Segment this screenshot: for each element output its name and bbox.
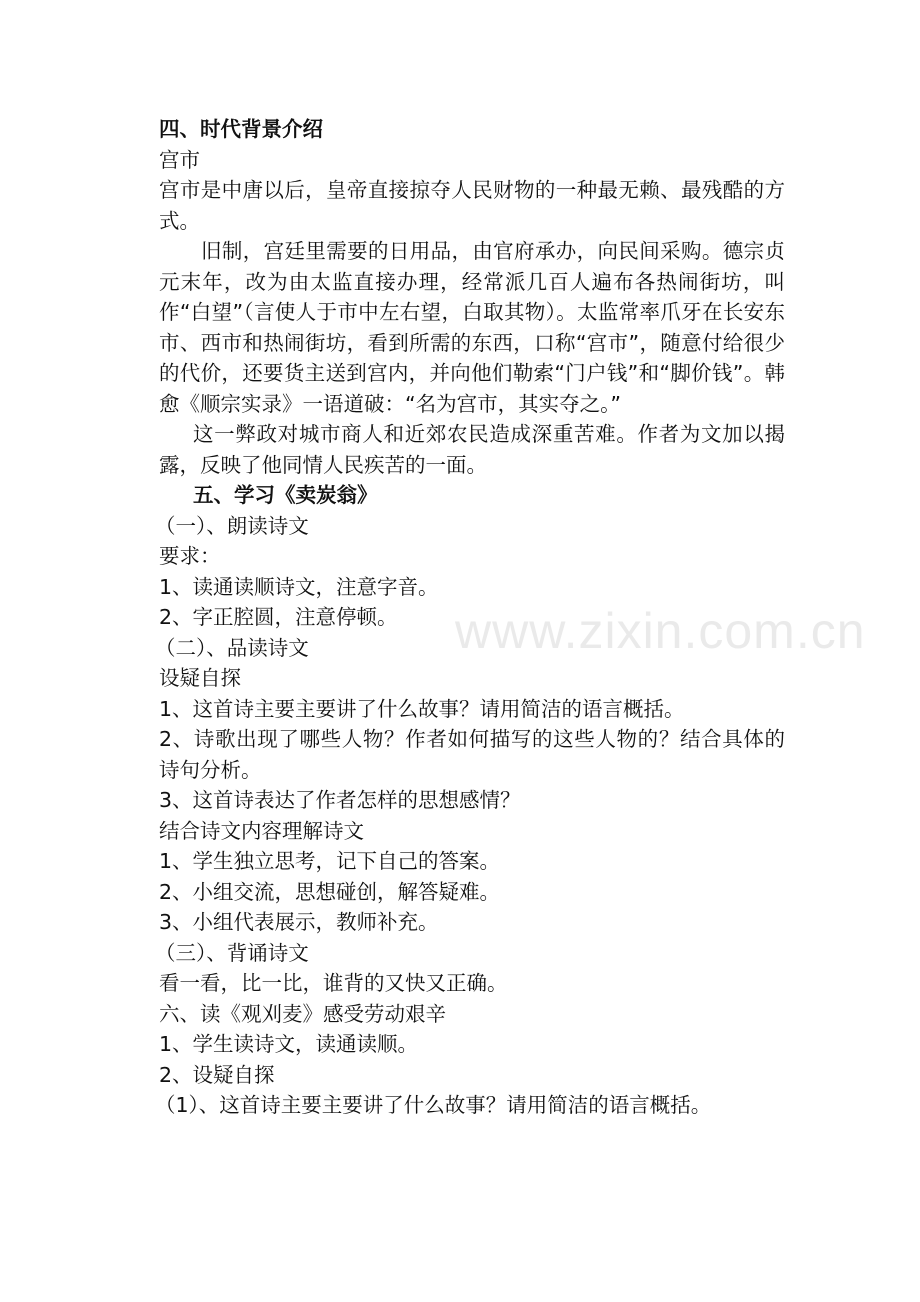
self-inquiry-label: 设疑自探 [159, 666, 241, 690]
recite-instruction: 看一看，比一比，谁背的又快又正确。 [159, 971, 508, 995]
question-item: 1、这首诗主要主要讲了什么故事？请用简洁的语言概括。 [159, 696, 685, 721]
list-item: 2、小组交流，思想碰创，解答疑难。 [159, 879, 501, 904]
watermark: www.zixin.com.cn [455, 603, 866, 659]
list-item: 3、小组代表展示，教师补充。 [159, 910, 439, 934]
list-item: 1、读通读顺诗文，注意字音。 [159, 574, 439, 599]
subsection-read-aloud-title: （一）、朗读诗文 [155, 513, 309, 538]
subsection-recite-title: （三）、背诵诗文 [155, 940, 309, 965]
subsection-appreciate-title: （二）、品读诗文 [155, 635, 309, 660]
question-item: （1）、这首诗主要主要讲了什么故事？请用简洁的语言概括。 [155, 1093, 712, 1117]
section-4-heading: 四、时代背景介绍 [159, 117, 323, 141]
paragraph-consequence: 这一弊政对城市商人和近郊农民造成深重苦难。作者为文加以揭露，反映了他同情人民疾苦的一面。 [159, 422, 785, 477]
list-item: 1、学生读诗文，读通读顺。 [159, 1032, 419, 1056]
section-4-subheading: 宫市 [159, 147, 200, 172]
question-item: 2、诗歌出现了哪些人物？作者如何描写的这些人物的？结合具体的诗句分析。 [159, 727, 785, 782]
understanding-label: 结合诗文内容理解诗文 [159, 818, 364, 843]
section-5-heading: 五、学习《卖炭翁》 [193, 483, 378, 507]
paragraph-gongshi-definition: 宫市是中唐以后，皇帝直接掠夺人民财物的一种最无赖、最残酷的方式。 [159, 178, 785, 233]
paragraph-old-system: 旧制，宫廷里需要的日用品，由官府承办，向民间采购。德宗贞元末年，改为由太监直接办理，经常派几百人遍布各热闹街坊，叫作“白望”（言使人于市中左右望，白取其物）。太监常率爪牙在长安东市、西市和热闹街坊，看到所需的东西，口称“宫市”，随意付给很少的代价，还要货主送到宫内，并向他们勒索“门户钱”和“脚价钱”。韩愈《顺宗实录》一语道破：“名为宫市，其实夺之。” [159, 239, 785, 416]
list-item: 1、学生独立思考，记下自己的答案。 [159, 849, 501, 873]
question-item: 3、这首诗表达了作者怎样的思想感情？ [159, 788, 521, 812]
list-item: 2、字正腔圆，注意停顿。 [159, 605, 398, 629]
requirements-label: 要求： [159, 544, 221, 568]
section-6-heading: 六、读《观刈麦》感受劳动艰辛 [159, 1001, 446, 1026]
list-item: 2、设疑自探 [159, 1062, 275, 1087]
